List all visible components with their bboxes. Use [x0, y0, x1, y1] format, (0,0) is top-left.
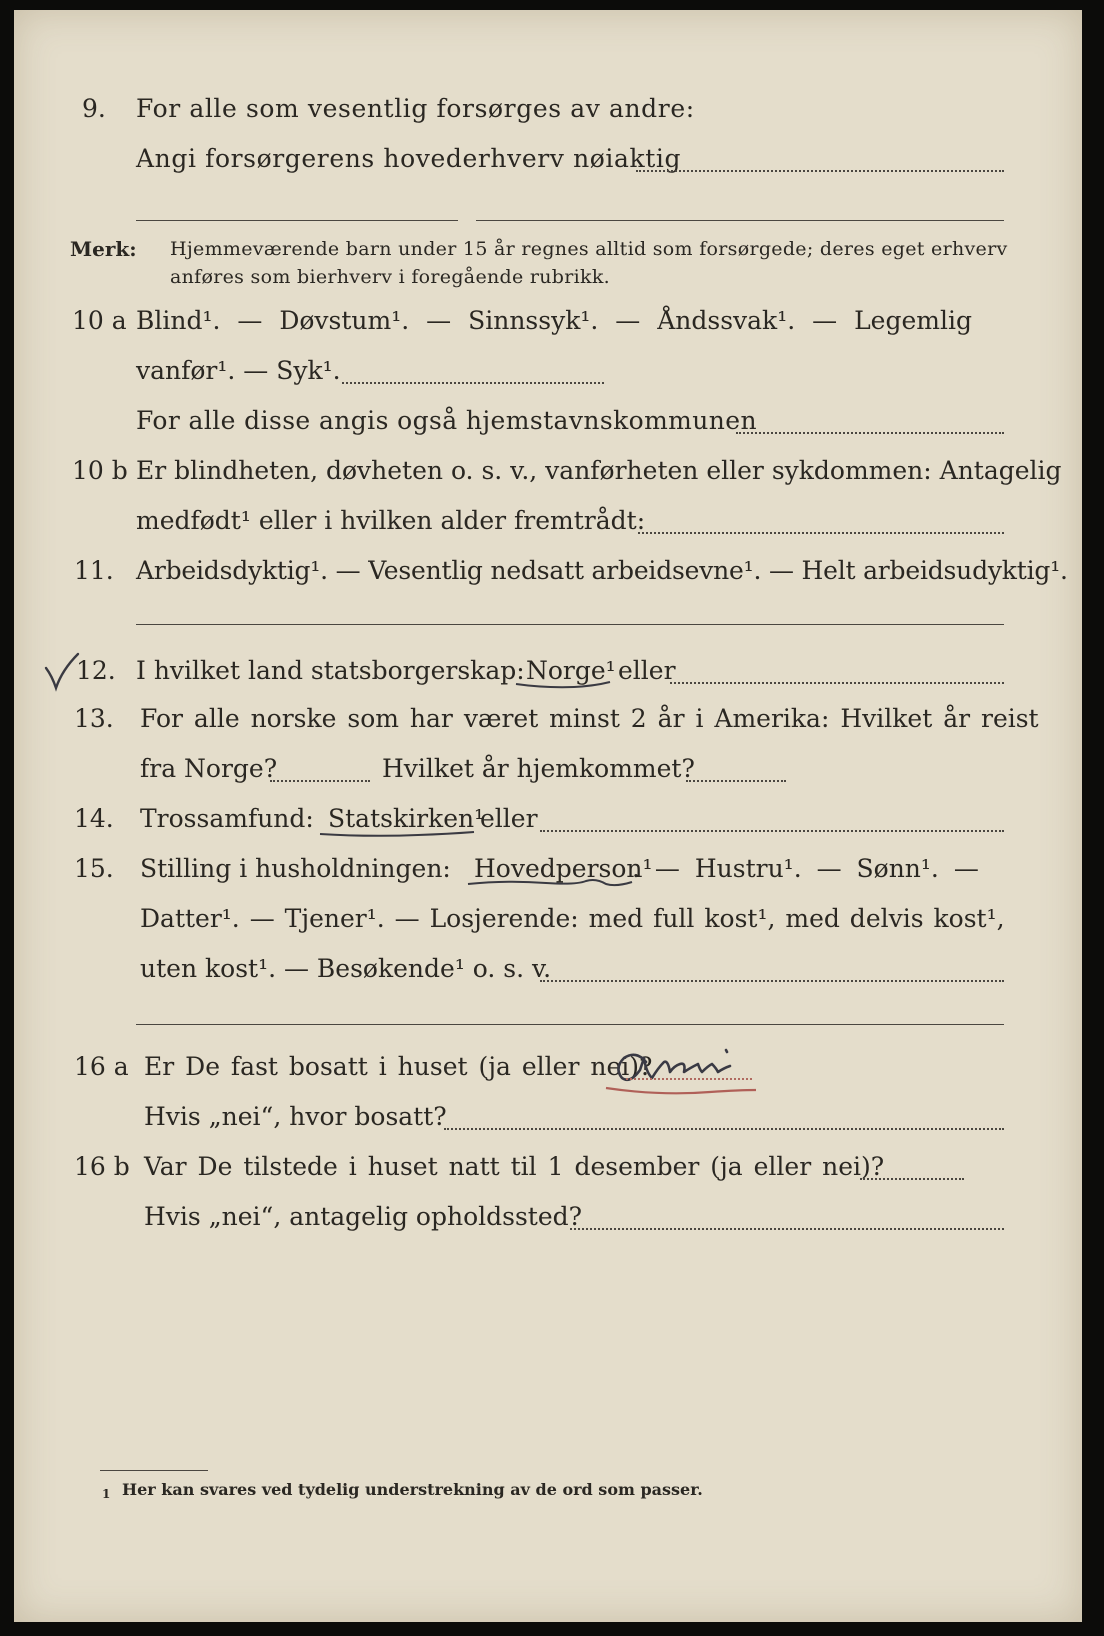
q14-statskirken-option[interactable]: Statskirken¹	[328, 804, 485, 833]
q15-handwritten-underline	[466, 876, 636, 892]
q12-prefix: I hvilket land statsborgerskap:	[136, 656, 525, 685]
q12-number: 12.	[76, 656, 116, 685]
footnote-rule	[100, 1470, 208, 1471]
q9-line2: Angi forsørgerens hovederhverv nøiaktig	[136, 144, 682, 173]
q16b-line2: Hvis „nei“, antagelig opholdssted?	[144, 1202, 583, 1231]
q10a-line3: For alle disse angis også hjemstavnskommunen	[136, 406, 757, 435]
q16a-residence-line[interactable]	[444, 1128, 1004, 1130]
q14-answer-line[interactable]	[540, 830, 1004, 832]
q12-handwritten-underline	[514, 678, 614, 694]
q16a-line1: Er De fast bosatt i huset (ja eller nei)?	[144, 1052, 653, 1081]
q15-answer-line[interactable]	[540, 980, 1004, 982]
q11-number: 11.	[74, 556, 114, 585]
q10a-line2: vanfør¹. — Syk¹.	[136, 356, 341, 385]
q10a-answer-line[interactable]	[342, 382, 604, 384]
q10a-hometown-line[interactable]	[736, 432, 1004, 434]
census-form-page	[14, 10, 1082, 1622]
q14-number: 14.	[74, 804, 114, 833]
q9-answer-line[interactable]	[636, 170, 1004, 172]
q15-prefix: Stilling i husholdningen:	[140, 854, 451, 883]
q13-return-year-line[interactable]	[686, 780, 786, 782]
q15-line1-rest: . — Hustru¹. — Sønn¹. —	[632, 854, 979, 883]
q16b-answer-line[interactable]	[860, 1178, 964, 1180]
q16b-number: 16 b	[74, 1152, 130, 1181]
q13-number: 13.	[74, 704, 114, 733]
q13-departure-year-line[interactable]	[270, 780, 370, 782]
q15-line3: uten kost¹. — Besøkende¹ o. s. v.	[140, 954, 552, 983]
q16a-number: 16 a	[74, 1052, 129, 1081]
footnote-mark: 1	[102, 1487, 111, 1501]
q16a-answer-line[interactable]	[626, 1078, 752, 1080]
footnote-text: Her kan svares ved tydelig understrekning av de ord som passer.	[122, 1480, 703, 1499]
q14-suffix: eller	[480, 804, 538, 833]
q13-line1: For alle norske som har været minst 2 år i Amerika: Hvilket år reist	[140, 704, 1039, 733]
q15-line2: Datter¹. — Tjener¹. — Losjerende: med full kost¹, med delvis kost¹,	[140, 904, 1005, 933]
q12-answer-line[interactable]	[670, 682, 1004, 684]
q9-answer-line-2b[interactable]	[476, 220, 1004, 221]
q10a-line1: Blind¹. — Døvstum¹. — Sinnssyk¹. — Åndssvak¹. — Legemlig	[136, 306, 972, 335]
q14-handwritten-underline	[318, 828, 478, 842]
q9-answer-line-2a[interactable]	[136, 220, 458, 221]
q9-line1: For alle som vesentlig forsørges av andre:	[136, 94, 695, 123]
merk-label: Merk:	[70, 237, 137, 261]
q11-line1: Arbeidsdyktig¹. — Vesentlig nedsatt arbeidsevne¹. — Helt arbeidsudyktig¹.	[136, 556, 1068, 585]
q10b-number: 10 b	[72, 456, 128, 485]
q9-number: 9.	[82, 94, 106, 123]
q12-suffix: eller	[618, 656, 676, 685]
q16b-line1: Var De tilstede i huset natt til 1 desember (ja eller nei)?	[144, 1152, 885, 1181]
q16b-whereabouts-line[interactable]	[570, 1228, 1004, 1230]
q10b-answer-line[interactable]	[638, 532, 1004, 534]
q15-number: 15.	[74, 854, 114, 883]
merk-line2: anføres som bierhverv i foregående rubrikk.	[170, 266, 610, 288]
q12-norge-option[interactable]: Norge¹	[526, 656, 616, 685]
q15-hovedperson-option[interactable]: Hovedperson¹	[474, 854, 653, 883]
q10b-line2: medfødt¹ eller i hvilken alder fremtrådt:	[136, 506, 646, 535]
q16a-handwritten-answer	[600, 1032, 760, 1102]
q13-line2-a: fra Norge?	[140, 754, 278, 783]
q15-separator-line	[136, 1024, 1004, 1025]
q10a-number: 10 a	[72, 306, 127, 335]
q10b-line1: Er blindheten, døvheten o. s. v., vanførheten eller sykdommen: Antagelig	[136, 456, 1062, 485]
q11-answer-line[interactable]	[136, 624, 1004, 625]
merk-line1: Hjemmeværende barn under 15 år regnes alltid som forsørgede; deres eget erhverv	[170, 238, 1008, 260]
q14-prefix: Trossamfund:	[140, 804, 314, 833]
q16a-line2: Hvis „nei“, hvor bosatt?	[144, 1102, 447, 1131]
q13-line2-b: Hvilket år hjemkommet?	[382, 754, 695, 783]
